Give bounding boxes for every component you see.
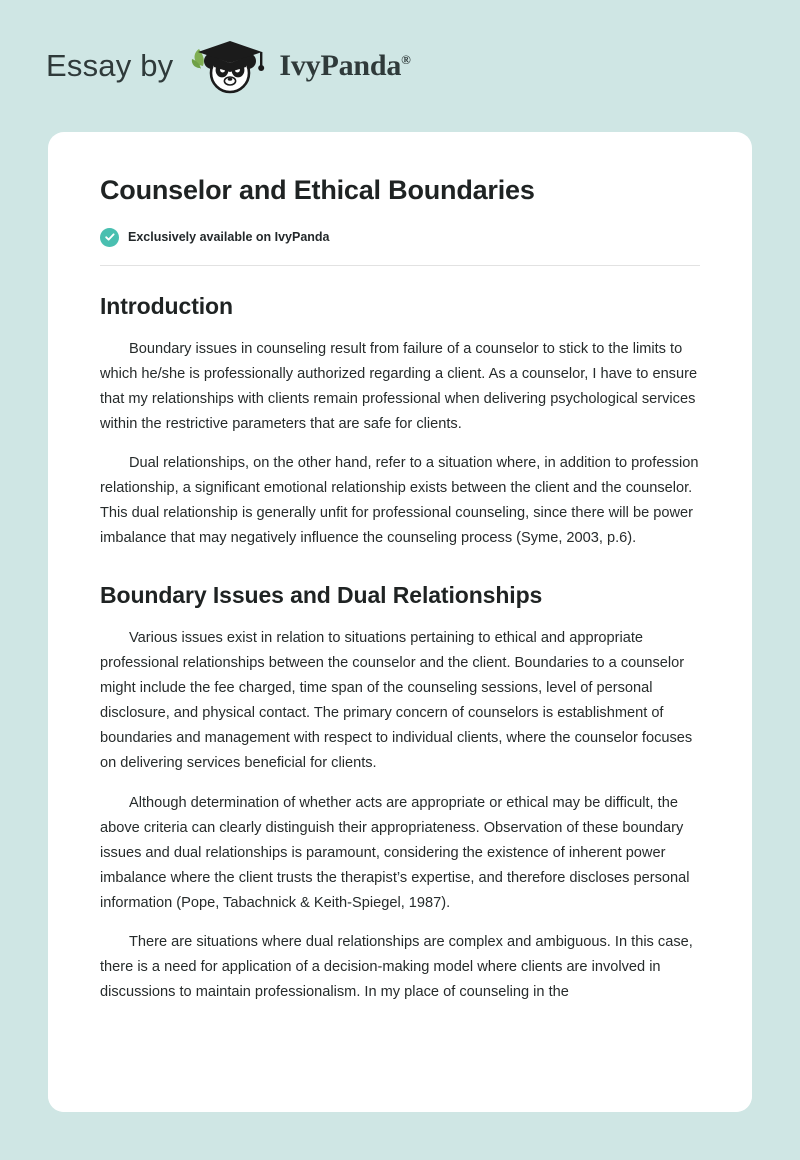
brand-row[interactable] [46,35,411,97]
ivypanda-logo[interactable] [187,35,410,97]
document-card [48,132,752,1112]
page-title: Counselor and Ethical Boundaries [100,175,535,205]
paragraph: Various issues exist in relation to situations pertaining to ethical and appropriate professional relationships between the counselor and the client. Boundaries to a counselor might include the fee charged, time span of the counseling sessions, level of personal disclosure, and physical contact. The primary concern of counselors is establishment of boundaries and management with respect to individual clients, where the counselor focuses on delivering services beneficial for clients. [100,630,693,772]
brand-wordmark [279,49,410,83]
registered-mark: ® [401,52,411,67]
essay-by-label: Essay by [46,48,174,83]
title-divider [100,265,700,266]
paragraph: Although determination of whether acts are appropriate or ethical may be difficult, the above criteria can clearly distinguish their appropriateness. Observation of these boundary issues and dual relationships is paramount, considering the existence of inherent power imbalance where the client trusts the therapist’s expertise, and therefore discloses personal information (Pope, Tabachnick & Keith-Spiegel, 1987). [100,794,690,911]
section-heading-boundary-issues: Boundary Issues and Dual Relationships [100,582,543,609]
page-fade-overlay [48,1052,752,1112]
paragraph: There are situations where dual relationships are complex and ambiguous. In this case, there is a need for application of a decision-making model where clients are involved in discussions to maintain professionalism. In my place of counseling in the [100,934,693,1001]
paragraph: Boundary issues in counseling result from failure of a counselor to stick to the limits to which he/she is professionally authorized regarding a client. As a counselor, I have to ensure that my relationships with clients remain professional when delivering psychological services within the restrictive parameters that are safe for clients. [100,340,698,432]
status-badge-label: Exclusively available on IvyPanda [128,230,330,245]
page-header [0,0,800,132]
check-circle-icon [100,228,119,247]
paragraph: Dual relationships, on the other hand, refer to a situation where, in addition to profession relationship, a significant emotional relationship exists between the client and the counselor. This dual relationship is generally unfit for professional counseling, since there will be power imbalance that may negatively influence the counseling process (Syme, 2003, p.6). [100,454,699,547]
brand-wordmark-text: IvyPanda [279,49,402,82]
panda-graduate-icon [187,35,273,97]
section-heading-introduction: Introduction [100,292,233,319]
exclusivity-badge [100,228,700,247]
